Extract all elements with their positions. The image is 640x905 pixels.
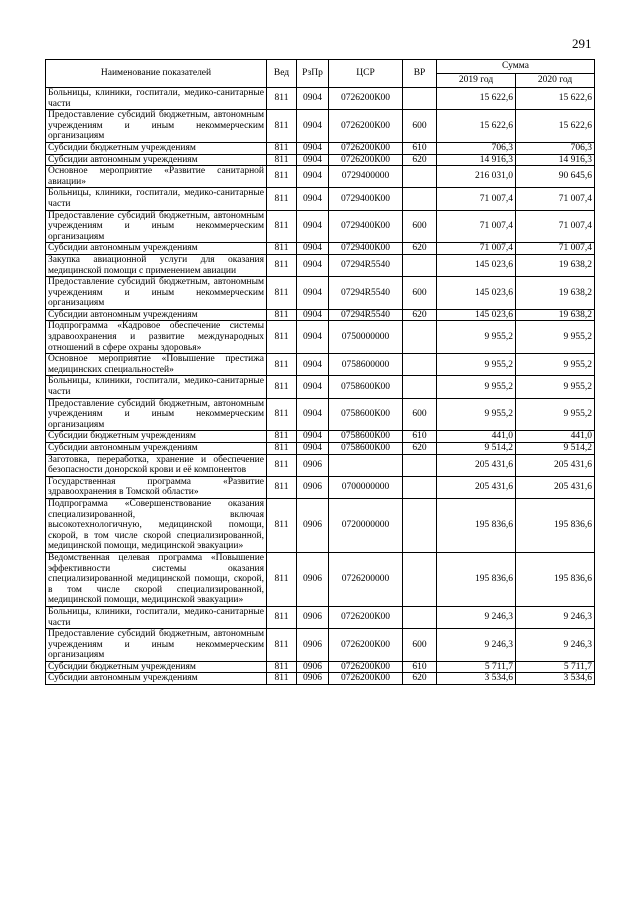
cell-csr: 07294R5540 bbox=[329, 277, 403, 310]
cell-amount-2020: 71 007,4 bbox=[516, 188, 595, 210]
cell-csr bbox=[329, 454, 403, 476]
header-ved: Вед bbox=[267, 60, 297, 88]
header-year-2020: 2020 год bbox=[516, 74, 595, 88]
cell-ved: 811 bbox=[267, 661, 297, 673]
table-row bbox=[46, 254, 595, 276]
cell-name: Субсидии автономным учреждениям bbox=[46, 243, 267, 255]
table-row bbox=[46, 398, 595, 431]
cell-ved: 811 bbox=[267, 354, 297, 376]
cell-amount-2020: 19 638,2 bbox=[516, 309, 595, 321]
cell-ved: 811 bbox=[267, 154, 297, 166]
table-row bbox=[46, 376, 595, 398]
cell-rzpr: 0904 bbox=[297, 210, 329, 243]
table-body bbox=[46, 88, 595, 685]
cell-amount-2019: 205 431,6 bbox=[437, 476, 516, 498]
page-number: 291 bbox=[572, 36, 592, 51]
cell-name: Больницы, клиники, госпитали, медико-санитарные части bbox=[46, 376, 267, 398]
cell-ved: 811 bbox=[267, 431, 297, 443]
cell-amount-2020: 195 836,6 bbox=[516, 498, 595, 552]
cell-amount-2019: 145 023,6 bbox=[437, 254, 516, 276]
cell-csr: 0700000000 bbox=[329, 476, 403, 498]
cell-amount-2020: 14 916,3 bbox=[516, 154, 595, 166]
cell-amount-2020: 9 955,2 bbox=[516, 376, 595, 398]
cell-csr: 0729400К00 bbox=[329, 188, 403, 210]
cell-amount-2019: 145 023,6 bbox=[437, 309, 516, 321]
cell-rzpr: 0904 bbox=[297, 354, 329, 376]
table-row bbox=[46, 142, 595, 154]
cell-vr bbox=[403, 376, 437, 398]
cell-vr bbox=[403, 354, 437, 376]
cell-name: Предоставление субсидий бюджетным, автономным учреждениям и иным некоммерческим организациям bbox=[46, 210, 267, 243]
cell-ved: 811 bbox=[267, 321, 297, 354]
cell-vr: 600 bbox=[403, 110, 437, 143]
cell-rzpr: 0904 bbox=[297, 254, 329, 276]
cell-amount-2019: 9 955,2 bbox=[437, 398, 516, 431]
cell-name: Субсидии бюджетным учреждениям bbox=[46, 431, 267, 443]
cell-csr: 07294R5540 bbox=[329, 309, 403, 321]
cell-vr bbox=[403, 188, 437, 210]
cell-rzpr: 0906 bbox=[297, 661, 329, 673]
table-row bbox=[46, 210, 595, 243]
header-vr: ВР bbox=[403, 60, 437, 88]
table-row bbox=[46, 673, 595, 685]
cell-ved: 811 bbox=[267, 110, 297, 143]
cell-rzpr: 0904 bbox=[297, 431, 329, 443]
cell-vr bbox=[403, 498, 437, 552]
cell-rzpr: 0906 bbox=[297, 552, 329, 606]
cell-name: Предоставление субсидий бюджетным, автономным учреждениям и иным некоммерческим организациям bbox=[46, 110, 267, 143]
cell-amount-2020: 9 955,2 bbox=[516, 354, 595, 376]
cell-vr bbox=[403, 321, 437, 354]
cell-name: Больницы, клиники, госпитали, медико-санитарные части bbox=[46, 188, 267, 210]
cell-amount-2020: 205 431,6 bbox=[516, 454, 595, 476]
header-year-2019: 2019 год bbox=[437, 74, 516, 88]
table-row bbox=[46, 629, 595, 662]
cell-amount-2019: 9 514,2 bbox=[437, 443, 516, 455]
cell-amount-2019: 71 007,4 bbox=[437, 188, 516, 210]
table-row bbox=[46, 476, 595, 498]
cell-ved: 811 bbox=[267, 476, 297, 498]
cell-csr: 0758600К00 bbox=[329, 398, 403, 431]
cell-amount-2020: 90 645,6 bbox=[516, 166, 595, 188]
cell-ved: 811 bbox=[267, 142, 297, 154]
cell-csr: 0726200К00 bbox=[329, 629, 403, 662]
cell-amount-2019: 15 622,6 bbox=[437, 88, 516, 110]
cell-vr bbox=[403, 254, 437, 276]
cell-amount-2019: 9 246,3 bbox=[437, 606, 516, 628]
cell-rzpr: 0904 bbox=[297, 443, 329, 455]
cell-vr bbox=[403, 606, 437, 628]
cell-vr: 600 bbox=[403, 629, 437, 662]
cell-ved: 811 bbox=[267, 88, 297, 110]
cell-amount-2019: 5 711,7 bbox=[437, 661, 516, 673]
cell-vr: 620 bbox=[403, 309, 437, 321]
header-rzpr: РзПр bbox=[297, 60, 329, 88]
cell-vr: 620 bbox=[403, 673, 437, 685]
cell-amount-2019: 71 007,4 bbox=[437, 210, 516, 243]
cell-name: Государственная программа «Развитие здравоохранения в Томской области» bbox=[46, 476, 267, 498]
cell-amount-2019: 14 916,3 bbox=[437, 154, 516, 166]
cell-amount-2020: 19 638,2 bbox=[516, 254, 595, 276]
cell-amount-2020: 71 007,4 bbox=[516, 243, 595, 255]
cell-vr: 610 bbox=[403, 142, 437, 154]
cell-vr: 600 bbox=[403, 277, 437, 310]
cell-name: Субсидии автономным учреждениям bbox=[46, 154, 267, 166]
cell-ved: 811 bbox=[267, 210, 297, 243]
cell-rzpr: 0906 bbox=[297, 606, 329, 628]
cell-csr: 0726200К00 bbox=[329, 606, 403, 628]
cell-name: Заготовка, переработка, хранение и обеспечение безопасности донорской крови и её компонентов bbox=[46, 454, 267, 476]
cell-amount-2020: 9 955,2 bbox=[516, 398, 595, 431]
cell-name: Субсидии автономным учреждениям bbox=[46, 309, 267, 321]
cell-csr: 0726200К00 bbox=[329, 154, 403, 166]
cell-csr: 0729400000 bbox=[329, 166, 403, 188]
cell-rzpr: 0906 bbox=[297, 673, 329, 685]
cell-rzpr: 0906 bbox=[297, 454, 329, 476]
cell-ved: 811 bbox=[267, 309, 297, 321]
cell-ved: 811 bbox=[267, 443, 297, 455]
cell-amount-2019: 9 955,2 bbox=[437, 321, 516, 354]
cell-amount-2020: 195 836,6 bbox=[516, 552, 595, 606]
cell-csr: 0726200К00 bbox=[329, 661, 403, 673]
cell-rzpr: 0904 bbox=[297, 166, 329, 188]
cell-vr: 620 bbox=[403, 443, 437, 455]
cell-ved: 811 bbox=[267, 606, 297, 628]
cell-name: Субсидии бюджетным учреждениям bbox=[46, 142, 267, 154]
cell-amount-2019: 9 955,2 bbox=[437, 354, 516, 376]
cell-csr: 0726200К00 bbox=[329, 142, 403, 154]
cell-csr: 0758600К00 bbox=[329, 431, 403, 443]
cell-name: Больницы, клиники, госпитали, медико-санитарные части bbox=[46, 88, 267, 110]
cell-amount-2020: 5 711,7 bbox=[516, 661, 595, 673]
cell-rzpr: 0906 bbox=[297, 498, 329, 552]
table-row bbox=[46, 243, 595, 255]
cell-vr bbox=[403, 88, 437, 110]
table-row bbox=[46, 188, 595, 210]
table-row bbox=[46, 88, 595, 110]
cell-amount-2019: 9 955,2 bbox=[437, 376, 516, 398]
cell-amount-2019: 441,0 bbox=[437, 431, 516, 443]
cell-ved: 811 bbox=[267, 376, 297, 398]
cell-amount-2020: 15 622,6 bbox=[516, 110, 595, 143]
cell-csr: 0726200К00 bbox=[329, 673, 403, 685]
table-row bbox=[46, 309, 595, 321]
cell-amount-2020: 9 246,3 bbox=[516, 629, 595, 662]
table-row bbox=[46, 431, 595, 443]
cell-amount-2019: 3 534,6 bbox=[437, 673, 516, 685]
table-header bbox=[46, 60, 595, 88]
cell-rzpr: 0904 bbox=[297, 142, 329, 154]
cell-vr: 600 bbox=[403, 210, 437, 243]
cell-name: Предоставление субсидий бюджетным, автономным учреждениям и иным некоммерческим организациям bbox=[46, 398, 267, 431]
cell-amount-2020: 3 534,6 bbox=[516, 673, 595, 685]
cell-rzpr: 0906 bbox=[297, 476, 329, 498]
cell-ved: 811 bbox=[267, 498, 297, 552]
table-row bbox=[46, 354, 595, 376]
cell-csr: 0729400К00 bbox=[329, 243, 403, 255]
cell-ved: 811 bbox=[267, 254, 297, 276]
cell-rzpr: 0904 bbox=[297, 188, 329, 210]
cell-csr: 0750000000 bbox=[329, 321, 403, 354]
cell-ved: 811 bbox=[267, 277, 297, 310]
cell-ved: 811 bbox=[267, 398, 297, 431]
cell-amount-2019: 145 023,6 bbox=[437, 277, 516, 310]
cell-amount-2019: 216 031,0 bbox=[437, 166, 516, 188]
cell-rzpr: 0904 bbox=[297, 277, 329, 310]
cell-rzpr: 0904 bbox=[297, 243, 329, 255]
cell-amount-2020: 71 007,4 bbox=[516, 210, 595, 243]
cell-amount-2019: 195 836,6 bbox=[437, 498, 516, 552]
cell-vr: 610 bbox=[403, 661, 437, 673]
cell-name: Подпрограмма «Кадровое обеспечение системы здравоохранения и развитие международных отношений в сфере охраны здоровья» bbox=[46, 321, 267, 354]
table-row bbox=[46, 443, 595, 455]
cell-vr: 620 bbox=[403, 243, 437, 255]
cell-amount-2019: 195 836,6 bbox=[437, 552, 516, 606]
cell-amount-2020: 9 514,2 bbox=[516, 443, 595, 455]
cell-amount-2019: 205 431,6 bbox=[437, 454, 516, 476]
cell-name: Субсидии автономным учреждениям bbox=[46, 673, 267, 685]
cell-vr bbox=[403, 166, 437, 188]
table-row bbox=[46, 110, 595, 143]
cell-name: Ведомственная целевая программа «Повышение эффективности системы оказания специализированной медицинской помощи, скорой, в том числе скорой специализированной, медицинской помощи, медицинской эвакуации» bbox=[46, 552, 267, 606]
table-row bbox=[46, 606, 595, 628]
cell-name: Основное мероприятие «Повышение престижа медицинских специальностей» bbox=[46, 354, 267, 376]
cell-csr: 0720000000 bbox=[329, 498, 403, 552]
cell-csr: 0729400К00 bbox=[329, 210, 403, 243]
cell-vr: 620 bbox=[403, 154, 437, 166]
cell-amount-2019: 9 246,3 bbox=[437, 629, 516, 662]
cell-name: Основное мероприятие «Развитие санитарной авиации» bbox=[46, 166, 267, 188]
cell-amount-2020: 19 638,2 bbox=[516, 277, 595, 310]
cell-ved: 811 bbox=[267, 552, 297, 606]
cell-ved: 811 bbox=[267, 166, 297, 188]
cell-amount-2020: 205 431,6 bbox=[516, 476, 595, 498]
table-row bbox=[46, 498, 595, 552]
cell-name: Закупка авиационной услуги для оказания медицинской помощи с применением авиации bbox=[46, 254, 267, 276]
table-row bbox=[46, 277, 595, 310]
cell-name: Больницы, клиники, госпитали, медико-санитарные части bbox=[46, 606, 267, 628]
cell-ved: 811 bbox=[267, 243, 297, 255]
cell-amount-2019: 71 007,4 bbox=[437, 243, 516, 255]
cell-csr: 0726200000 bbox=[329, 552, 403, 606]
cell-name: Субсидии автономным учреждениям bbox=[46, 443, 267, 455]
cell-csr: 0758600000 bbox=[329, 354, 403, 376]
cell-csr: 0726200К00 bbox=[329, 88, 403, 110]
cell-vr bbox=[403, 552, 437, 606]
cell-csr: 07294R5540 bbox=[329, 254, 403, 276]
cell-name: Субсидии бюджетным учреждениям bbox=[46, 661, 267, 673]
cell-ved: 811 bbox=[267, 673, 297, 685]
cell-name: Подпрограмма «Совершенствование оказания специализированной, включая высокотехнологичную, медицинской помощи, скорой, в том числе скорой специализированной, медицинской помощи, медицинской эвакуации» bbox=[46, 498, 267, 552]
table-row bbox=[46, 321, 595, 354]
cell-rzpr: 0906 bbox=[297, 629, 329, 662]
cell-amount-2020: 9 955,2 bbox=[516, 321, 595, 354]
budget-table bbox=[45, 59, 595, 685]
cell-rzpr: 0904 bbox=[297, 110, 329, 143]
table-row bbox=[46, 552, 595, 606]
cell-amount-2019: 706,3 bbox=[437, 142, 516, 154]
cell-vr: 600 bbox=[403, 398, 437, 431]
table-row bbox=[46, 166, 595, 188]
cell-csr: 0758600К00 bbox=[329, 443, 403, 455]
cell-ved: 811 bbox=[267, 629, 297, 662]
table-row bbox=[46, 154, 595, 166]
cell-ved: 811 bbox=[267, 454, 297, 476]
cell-rzpr: 0904 bbox=[297, 321, 329, 354]
table-row bbox=[46, 454, 595, 476]
cell-rzpr: 0904 bbox=[297, 376, 329, 398]
cell-amount-2020: 15 622,6 bbox=[516, 88, 595, 110]
header-sum: Сумма bbox=[437, 60, 595, 74]
cell-amount-2020: 706,3 bbox=[516, 142, 595, 154]
cell-amount-2020: 9 246,3 bbox=[516, 606, 595, 628]
cell-rzpr: 0904 bbox=[297, 398, 329, 431]
cell-amount-2019: 15 622,6 bbox=[437, 110, 516, 143]
cell-vr bbox=[403, 476, 437, 498]
cell-name: Предоставление субсидий бюджетным, автономным учреждениям и иным некоммерческим организациям bbox=[46, 629, 267, 662]
cell-ved: 811 bbox=[267, 188, 297, 210]
cell-csr: 0726200К00 bbox=[329, 110, 403, 143]
cell-rzpr: 0904 bbox=[297, 154, 329, 166]
cell-amount-2020: 441,0 bbox=[516, 431, 595, 443]
header-name: Наименование показателей bbox=[46, 60, 267, 88]
cell-vr: 610 bbox=[403, 431, 437, 443]
cell-csr: 0758600К00 bbox=[329, 376, 403, 398]
cell-rzpr: 0904 bbox=[297, 88, 329, 110]
cell-name: Предоставление субсидий бюджетным, автономным учреждениям и иным некоммерческим организациям bbox=[46, 277, 267, 310]
cell-vr bbox=[403, 454, 437, 476]
table-row bbox=[46, 661, 595, 673]
cell-rzpr: 0904 bbox=[297, 309, 329, 321]
header-csr: ЦСР bbox=[329, 60, 403, 88]
